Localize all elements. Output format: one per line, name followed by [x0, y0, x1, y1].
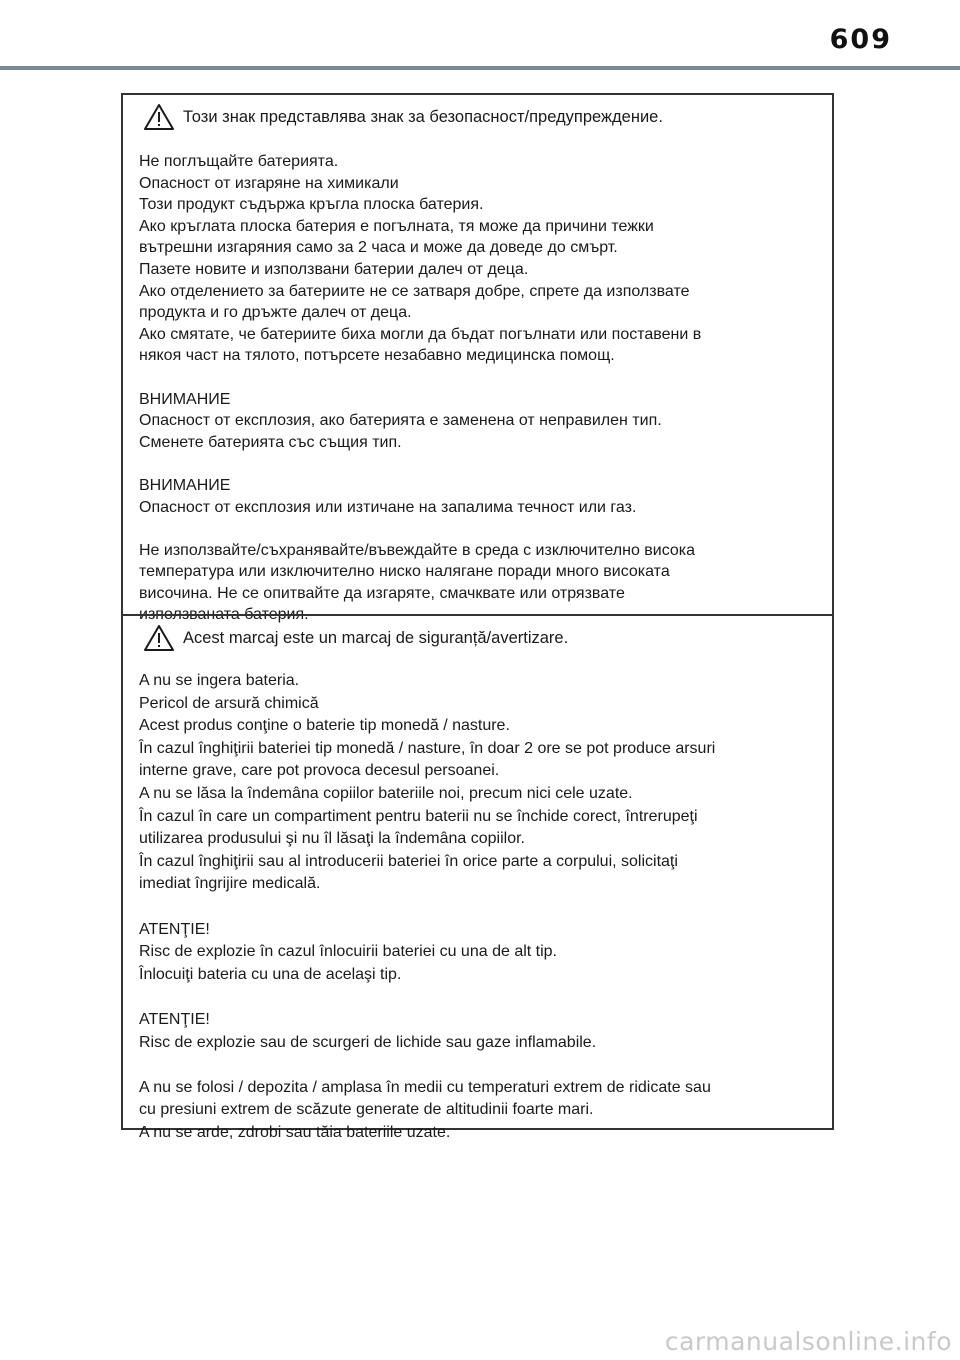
text-line: Acest produs conţine o baterie tip monedă / nasture.	[139, 717, 510, 735]
paragraph-gap	[139, 453, 816, 475]
text-line: A nu se ingera bateria.	[139, 672, 300, 689]
text-line: imediat îngrijire medicală.	[139, 875, 321, 893]
notice-section-romanian	[123, 614, 832, 1141]
section-body	[139, 670, 816, 1144]
paragraph-gap	[139, 518, 816, 540]
warning-heading: ВНИМАНИЕ	[139, 390, 231, 408]
text-line: Pericol de arsură chimică	[139, 694, 319, 712]
text-line: utilizarea produsului şi nu îl lăsaţi la îndemâna copiilor.	[139, 830, 525, 848]
text-line: În cazul înghiţirii bateriei tip monedă / nasture, în doar 2 ore se pot produce arsuri	[139, 739, 716, 757]
section-title-row	[139, 103, 816, 131]
paragraph-gap	[139, 1054, 816, 1077]
warning-heading: ATENŢIE!	[139, 920, 210, 938]
text-line: височина. Не се опитвайте да изгаряте, смачквате или отрязвате	[139, 584, 625, 602]
section-body	[139, 151, 816, 626]
text-line: Опасност от експлозия, ако батерията е заменена от неправилен тип.	[139, 412, 662, 430]
text-line: A nu se lăsa la îndemâna copiilor bateriile noi, precum nici cele uzate.	[139, 784, 633, 802]
warning-heading: ВНИМАНИЕ	[139, 476, 231, 494]
section-title: Този знак представлява знак за безопасност/предупреждение.	[183, 107, 663, 126]
text-line: cu presiuni extrem de scăzute generate de altitudinii foarte mari.	[139, 1101, 594, 1119]
page-number: 609	[829, 24, 892, 55]
site-watermark: carmanualsonline.info	[664, 1327, 952, 1356]
paragraph-gap	[139, 986, 816, 1009]
header-rule	[0, 66, 960, 70]
section-title-row	[139, 624, 816, 652]
text-line: Risc de explozie în cazul înlocuirii bateriei cu una de alt tip.	[139, 943, 557, 961]
text-line: използваната батерия.	[139, 606, 309, 624]
paragraph-gap	[139, 896, 816, 919]
warning-triangle-icon	[143, 103, 175, 131]
text-line: A nu se arde, zdrobi sau tăia bateriile uzate.	[139, 1123, 451, 1141]
text-line: Пазете новите и използвани батерии далеч от деца.	[139, 260, 529, 278]
text-line: În cazul în care un compartiment pentru baterii nu se închide corect, întrerupeţi	[139, 807, 698, 825]
notice-section-bulgarian	[123, 95, 832, 624]
text-line: Ако отделението за батериите не се затваря добре, спрете да използвате	[139, 282, 690, 300]
text-line: Ако смятате, че батериите биха могли да бъдат погълнати или поставени в	[139, 325, 702, 343]
text-line: Не поглъщайте батерията.	[139, 153, 339, 170]
text-line: продукта и го дръжте далеч от деца.	[139, 304, 412, 322]
text-line: някоя част на тялото, потърсете незабавно медицинска помощ.	[139, 347, 615, 365]
text-line: Ако кръглата плоска батерия е погълната, тя може да причини тежки	[139, 217, 654, 235]
text-line: Опасност от изгаряне на химикали	[139, 174, 399, 192]
section-title: Acest marcaj este un marcaj de siguranță/avertizare.	[183, 628, 569, 647]
text-line: вътрешни изгаряния само за 2 часа и може да доведе до смърт.	[139, 239, 618, 257]
text-line: În cazul înghiţirii sau al introducerii bateriei în orice parte a corpului, solicitaţi	[139, 852, 678, 870]
text-line: температура или изключително ниско налягане поради много високата	[139, 563, 670, 581]
text-line: Сменете батерията със същия тип.	[139, 433, 402, 451]
text-line: interne grave, care pot provoca decesul persoanei.	[139, 762, 500, 780]
warning-triangle-icon	[143, 624, 175, 652]
paragraph-gap	[139, 367, 816, 389]
text-line: Risc de explozie sau de scurgeri de lichide sau gaze inflamabile.	[139, 1033, 597, 1051]
text-line: Опасност от експлозия или изтичане на запалима течност или газ.	[139, 498, 637, 516]
battery-safety-notice	[121, 93, 834, 1141]
warning-heading: ATENŢIE!	[139, 1010, 210, 1028]
text-line: Този продукт съдържа кръгла плоска батерия.	[139, 196, 484, 214]
text-line: Не използвайте/съхранявайте/въвеждайте в среда с изключително висока	[139, 541, 696, 559]
text-line: Înlocuiţi bateria cu una de acelaşi tip.	[139, 965, 402, 983]
text-line: A nu se folosi / depozita / amplasa în medii cu temperaturi extrem de ridicate sau	[139, 1078, 711, 1096]
